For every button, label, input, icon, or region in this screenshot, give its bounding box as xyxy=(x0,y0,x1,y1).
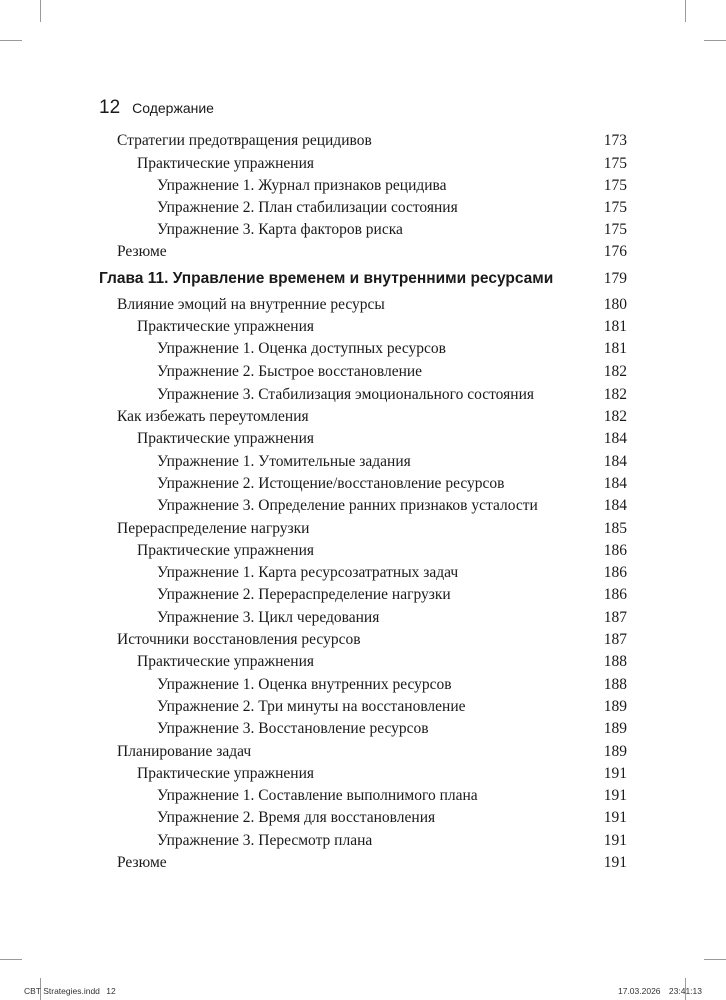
toc-entry xyxy=(117,132,627,150)
toc-entry xyxy=(117,743,627,761)
toc-entry-title: Практические упражнения xyxy=(137,155,315,172)
toc-entry-title: Упражнение 1. Карта ресурсозатратных задач xyxy=(157,564,459,581)
toc-entry-title: Перераспределение нагрузки xyxy=(117,520,310,537)
toc-entry xyxy=(137,765,627,783)
toc-entry xyxy=(117,296,627,314)
toc-entry xyxy=(117,520,627,538)
toc-page-number: 191 xyxy=(603,809,627,826)
toc-entry xyxy=(137,318,627,336)
toc-entry-title: Упражнение 3. Пересмотр плана xyxy=(157,832,373,849)
toc-entry xyxy=(157,676,627,694)
page-number: 12 xyxy=(99,97,121,118)
toc-entry-title: Резюме xyxy=(117,243,167,260)
toc-page-number: 184 xyxy=(603,453,627,470)
running-title: Содержание xyxy=(132,100,214,116)
toc-entry-title: Упражнение 2. Перераспределение нагрузки xyxy=(157,586,451,603)
toc-entry-title: Стратегии предотвращения рецидивов xyxy=(117,132,372,149)
toc-entry xyxy=(137,155,627,173)
toc-entry-title: Упражнение 2. Быстрое восстановление xyxy=(157,363,423,380)
toc-entry xyxy=(157,720,627,738)
print-slug-date xyxy=(618,986,702,996)
toc-page-number: 191 xyxy=(603,765,627,782)
toc-page-number: 184 xyxy=(603,497,627,514)
crop-mark-top-right-h xyxy=(704,40,726,41)
slug-page: 12 xyxy=(106,986,116,996)
toc-page-number: 175 xyxy=(603,177,627,194)
toc-page-number: 175 xyxy=(603,221,627,238)
toc-page-number: 186 xyxy=(603,564,627,581)
slug-date: 17.03.2026 xyxy=(617,986,661,996)
toc-entry xyxy=(157,586,627,604)
toc-entry xyxy=(157,497,627,515)
toc-entry xyxy=(117,631,627,649)
toc-entry xyxy=(157,386,627,404)
toc-entry-title: Практические упражнения xyxy=(137,318,315,335)
toc-page-number: 173 xyxy=(603,132,627,149)
slug-filename: CBT Strategies.indd xyxy=(24,986,100,996)
toc-entry-title: Упражнение 3. Стабилизация эмоционального состояния xyxy=(157,386,534,403)
toc-entry-title: Упражнение 2. Время для восстановления xyxy=(157,809,436,826)
toc-entry-title: Упражнение 3. Карта факторов риска xyxy=(157,221,403,238)
toc-entry-title: Глава 11. Управление временем и внутренними ресурсами xyxy=(99,270,554,287)
toc-page-number: 191 xyxy=(603,854,627,871)
crop-mark-top-left-h xyxy=(0,40,22,41)
toc-entry xyxy=(157,199,627,217)
toc-entry-title: Упражнение 3. Восстановление ресурсов xyxy=(157,720,429,737)
toc-entry xyxy=(137,542,627,560)
print-slug-file xyxy=(24,986,116,996)
toc-entry xyxy=(157,787,627,805)
toc-entry-title: Упражнение 1. Составление выполнимого плана xyxy=(157,787,478,804)
crop-mark-bottom-left-h xyxy=(0,959,22,960)
toc-page-number: 182 xyxy=(603,386,627,403)
toc-entry-title: Практические упражнения xyxy=(137,765,315,782)
toc-page-number: 181 xyxy=(603,318,627,335)
toc-entry xyxy=(157,453,627,471)
toc-entry xyxy=(117,243,627,261)
toc-entry-title: Практические упражнения xyxy=(137,653,315,670)
toc-entry xyxy=(157,221,627,239)
toc-entry xyxy=(157,340,627,358)
toc-page-number: 175 xyxy=(603,199,627,216)
toc-entry-title: Источники восстановления ресурсов xyxy=(117,631,361,648)
running-head xyxy=(99,97,214,119)
toc-page-number: 187 xyxy=(603,631,627,648)
toc-entry xyxy=(157,698,627,716)
toc-page-number: 187 xyxy=(603,609,627,626)
toc-page-number: 188 xyxy=(603,653,627,670)
toc-entry-title: Практические упражнения xyxy=(137,430,315,447)
toc-entry-title: Как избежать переутомления xyxy=(117,408,309,425)
toc-page-number: 191 xyxy=(603,787,627,804)
toc-entry xyxy=(157,564,627,582)
toc-page-number: 185 xyxy=(603,520,627,537)
toc-page-number: 189 xyxy=(603,698,627,715)
toc-page-number: 175 xyxy=(603,155,627,172)
toc-entry-title: Планирование задач xyxy=(117,743,252,760)
toc-page-number: 179 xyxy=(603,270,627,287)
toc-entry-title: Упражнение 3. Определение ранних признаков усталости xyxy=(157,497,538,514)
toc-entry-title: Упражнение 2. Истощение/восстановление ресурсов xyxy=(157,475,505,492)
toc-page-number: 188 xyxy=(603,676,627,693)
toc-entry xyxy=(157,177,627,195)
toc-entry-title: Упражнение 3. Цикл чередования xyxy=(157,609,380,626)
toc-entry xyxy=(157,609,627,627)
toc-entry xyxy=(157,475,627,493)
crop-mark-top-left xyxy=(40,0,41,22)
toc-page-number: 176 xyxy=(603,243,627,260)
toc-entry-title: Резюме xyxy=(117,854,167,871)
toc-page-number: 181 xyxy=(603,340,627,357)
toc-entry xyxy=(137,653,627,671)
toc-entry xyxy=(117,854,627,872)
toc-page-number: 186 xyxy=(603,542,627,559)
toc-entry xyxy=(157,809,627,827)
toc-entry-title: Упражнение 1. Журнал признаков рецидива xyxy=(157,177,447,194)
toc-entry xyxy=(157,832,627,850)
toc-page-number: 191 xyxy=(603,832,627,849)
toc-entry-title: Практические упражнения xyxy=(137,542,315,559)
toc-entry-title: Влияние эмоций на внутренние ресурсы xyxy=(117,296,385,313)
toc-entry xyxy=(137,430,627,448)
crop-mark-top-right xyxy=(685,0,686,22)
toc-entry-title: Упражнение 1. Оценка доступных ресурсов xyxy=(157,340,446,357)
toc-chapter-row xyxy=(99,270,627,288)
toc-entry xyxy=(157,363,627,381)
toc-page-number: 182 xyxy=(603,408,627,425)
crop-mark-bottom-right-h xyxy=(704,959,726,960)
toc-entry-title: Упражнение 2. Три минуты на восстановление xyxy=(157,698,466,715)
toc-page-number: 182 xyxy=(603,363,627,380)
toc-page-number: 186 xyxy=(603,586,627,603)
toc-page-number: 180 xyxy=(603,296,627,313)
toc-entry-title: Упражнение 1. Оценка внутренних ресурсов xyxy=(157,676,452,693)
slug-time: 23:41:13 xyxy=(668,986,702,996)
toc-entry-title: Упражнение 2. План стабилизации состояния xyxy=(157,199,458,216)
toc-entry-title: Упражнение 1. Утомительные задания xyxy=(157,453,411,470)
toc-page-number: 184 xyxy=(603,430,627,447)
toc-page-number: 189 xyxy=(603,743,627,760)
toc-page-number: 184 xyxy=(603,475,627,492)
toc-entry xyxy=(117,408,627,426)
toc-page-number: 189 xyxy=(603,720,627,737)
